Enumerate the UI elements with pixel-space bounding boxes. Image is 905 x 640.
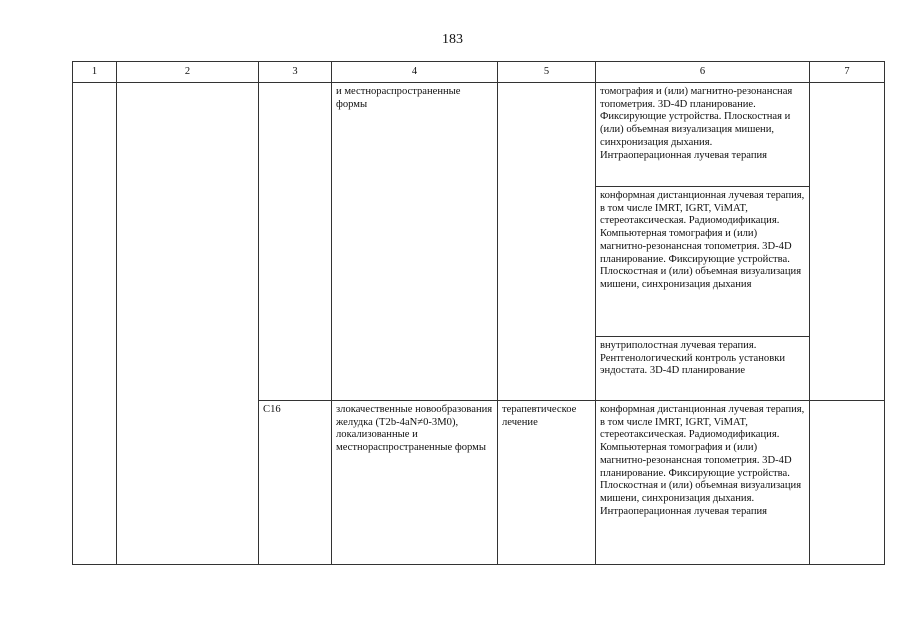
table-cell-method: конформная дистанционная лучевая терапия, в том числе IMRT, IGRT, ViMAT, стереотаксическая. Радиомодификация. Компьютерная томография и (или) магнитно-резонансная топометрия. 3D-4D планирование. Фиксирующие устройства. Плоскостная и (или) объемная визуализация мишени, синхронизация дыхания. Интраоперационная лучевая терапия (596, 401, 810, 565)
column-header-6: 6 (596, 62, 810, 83)
header-row (73, 62, 885, 83)
table-cell-treatment-type: терапевтическое лечение (498, 401, 596, 565)
table-cell-method: конформная дистанционная лучевая терапия, в том числе IMRT, IGRT, ViMAT, стереотаксическая. Радиомодификация. Компьютерная томография и (или) магнитно-резонансная топометрия. 3D-4D планирование. Фиксирующие устройства. Плоскостная и (или) объемная визуализация мишени, синхронизация дыхания (596, 187, 810, 337)
column-header-1: 1 (73, 62, 117, 83)
table-cell-method: томография и (или) магнитно-резонансная топометрия. 3D-4D планирование. Фиксирующие устройства. Плоскостная и (или) объемная визуализация мишени, синхронизация дыхания. Интраоперационная лучевая терапия (596, 83, 810, 187)
table-cell-col7 (810, 83, 885, 401)
table-cell-condition: и местнораспространенные формы (332, 83, 498, 401)
table-cell-col3 (259, 83, 332, 401)
table-cell-code: C16 (259, 401, 332, 565)
column-header-3: 3 (259, 62, 332, 83)
table-cell-treatment-type (498, 83, 596, 401)
column-header-7: 7 (810, 62, 885, 83)
page-number: 183 (442, 32, 463, 47)
column-header-5: 5 (498, 62, 596, 83)
table-cell-col1 (73, 83, 117, 565)
column-header-4: 4 (332, 62, 498, 83)
procedures-table (72, 61, 885, 565)
table-cell-col2 (117, 83, 259, 565)
table-cell-method: внутриполостная лучевая терапия. Рентгенологический контроль установки эндостата. 3D-4D планирование (596, 337, 810, 401)
table-row (73, 83, 885, 187)
column-header-2: 2 (117, 62, 259, 83)
table-cell-col7 (810, 401, 885, 565)
table-cell-condition: злокачественные новообразования желудка (T2b-4aN≠0-3M0), локализованные и местнораспространенные формы (332, 401, 498, 565)
